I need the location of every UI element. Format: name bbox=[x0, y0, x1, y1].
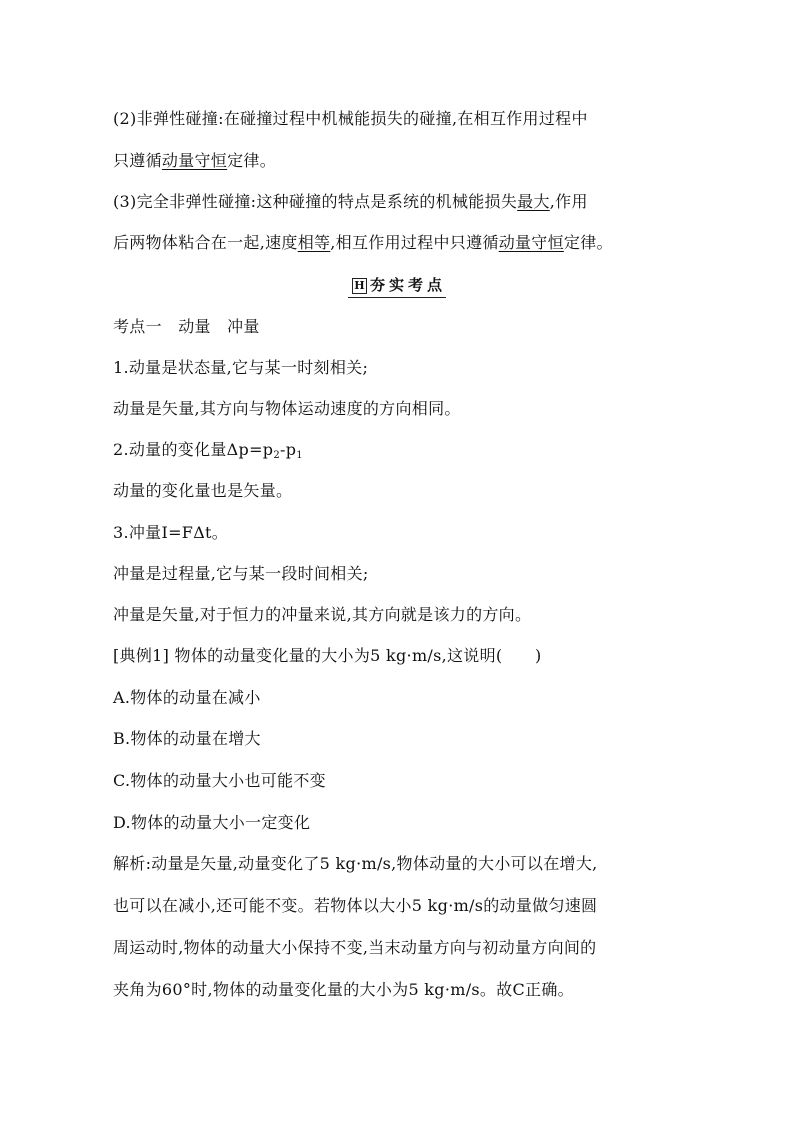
item-2 bbox=[113, 439, 303, 461]
option-a: A.物体的动量在减小 bbox=[113, 688, 261, 707]
item-3b: 冲量是过程量,它与某一段时间相关; bbox=[113, 564, 369, 583]
item-1b: 动量是矢量,其方向与物体运动速度的方向相同。 bbox=[113, 399, 461, 418]
option-d: D.物体的动量大小一定变化 bbox=[113, 813, 311, 832]
section-title: 夯实考点 bbox=[369, 276, 446, 294]
option-b: B.物体的动量在增大 bbox=[113, 729, 261, 748]
para-3-line-2 bbox=[113, 232, 613, 254]
item-3: 3.冲量I=FΔt。 bbox=[113, 523, 229, 542]
section-heading-inner bbox=[348, 274, 446, 298]
text-segment: 2.动量的变化量Δp=p bbox=[113, 440, 274, 459]
subscript: 2 bbox=[273, 450, 280, 461]
text-segment: 定律。 bbox=[227, 151, 277, 170]
analysis-line-2: 也可以在减小,还可能不变。若物体以大小5 kg·m/s的动量做匀速圆 bbox=[113, 896, 598, 915]
item-2b: 动量的变化量也是矢量。 bbox=[113, 481, 293, 500]
text-segment: ,相互作用过程中只遵循 bbox=[330, 233, 499, 252]
section-heading bbox=[0, 274, 794, 298]
text-segment: 定律。 bbox=[563, 233, 613, 252]
para-3-line-1 bbox=[113, 191, 588, 213]
example-question: [典例1] 物体的动量变化量的大小为5 kg·m/s,这说明( ) bbox=[113, 646, 542, 665]
kaodian-title: 考点一 动量 冲量 bbox=[113, 317, 260, 336]
text-segment: (3)完全非弹性碰撞:这种碰撞的特点是系统的机械能损失 bbox=[113, 192, 518, 211]
para-2-line-1: (2)非弹性碰撞:在碰撞过程中机械能损失的碰撞,在相互作用过程中 bbox=[113, 109, 588, 128]
text-segment: 只遵循 bbox=[113, 151, 162, 170]
item-3c: 冲量是矢量,对于恒力的冲量来说,其方向就是该力的方向。 bbox=[113, 605, 532, 624]
underlined-term: 动量守恒 bbox=[161, 151, 228, 170]
para-2-line-2 bbox=[113, 150, 276, 172]
section-badge-icon: H bbox=[352, 278, 367, 294]
analysis-line-4: 夹角为60°时,物体的动量变化量的大小为5 kg·m/s。故C正确。 bbox=[113, 980, 574, 999]
text-segment: ,作用 bbox=[549, 192, 588, 211]
item-1: 1.动量是状态量,它与某一时刻相关; bbox=[113, 358, 369, 377]
option-c: C.物体的动量大小也可能不变 bbox=[113, 771, 326, 790]
underlined-term: 相等 bbox=[297, 233, 331, 252]
subscript: 1 bbox=[296, 450, 303, 461]
text-segment: -p bbox=[279, 440, 297, 459]
text-segment: 后两物体粘合在一起,速度 bbox=[113, 233, 298, 252]
analysis-line-3: 周运动时,物体的动量大小保持不变,当末动量方向与初动量方向间的 bbox=[113, 938, 597, 957]
analysis-line-1: 解析:动量是矢量,动量变化了5 kg·m/s,物体动量的大小可以在增大, bbox=[113, 854, 598, 873]
underlined-term: 动量守恒 bbox=[498, 233, 564, 252]
underlined-term: 最大 bbox=[517, 192, 550, 211]
